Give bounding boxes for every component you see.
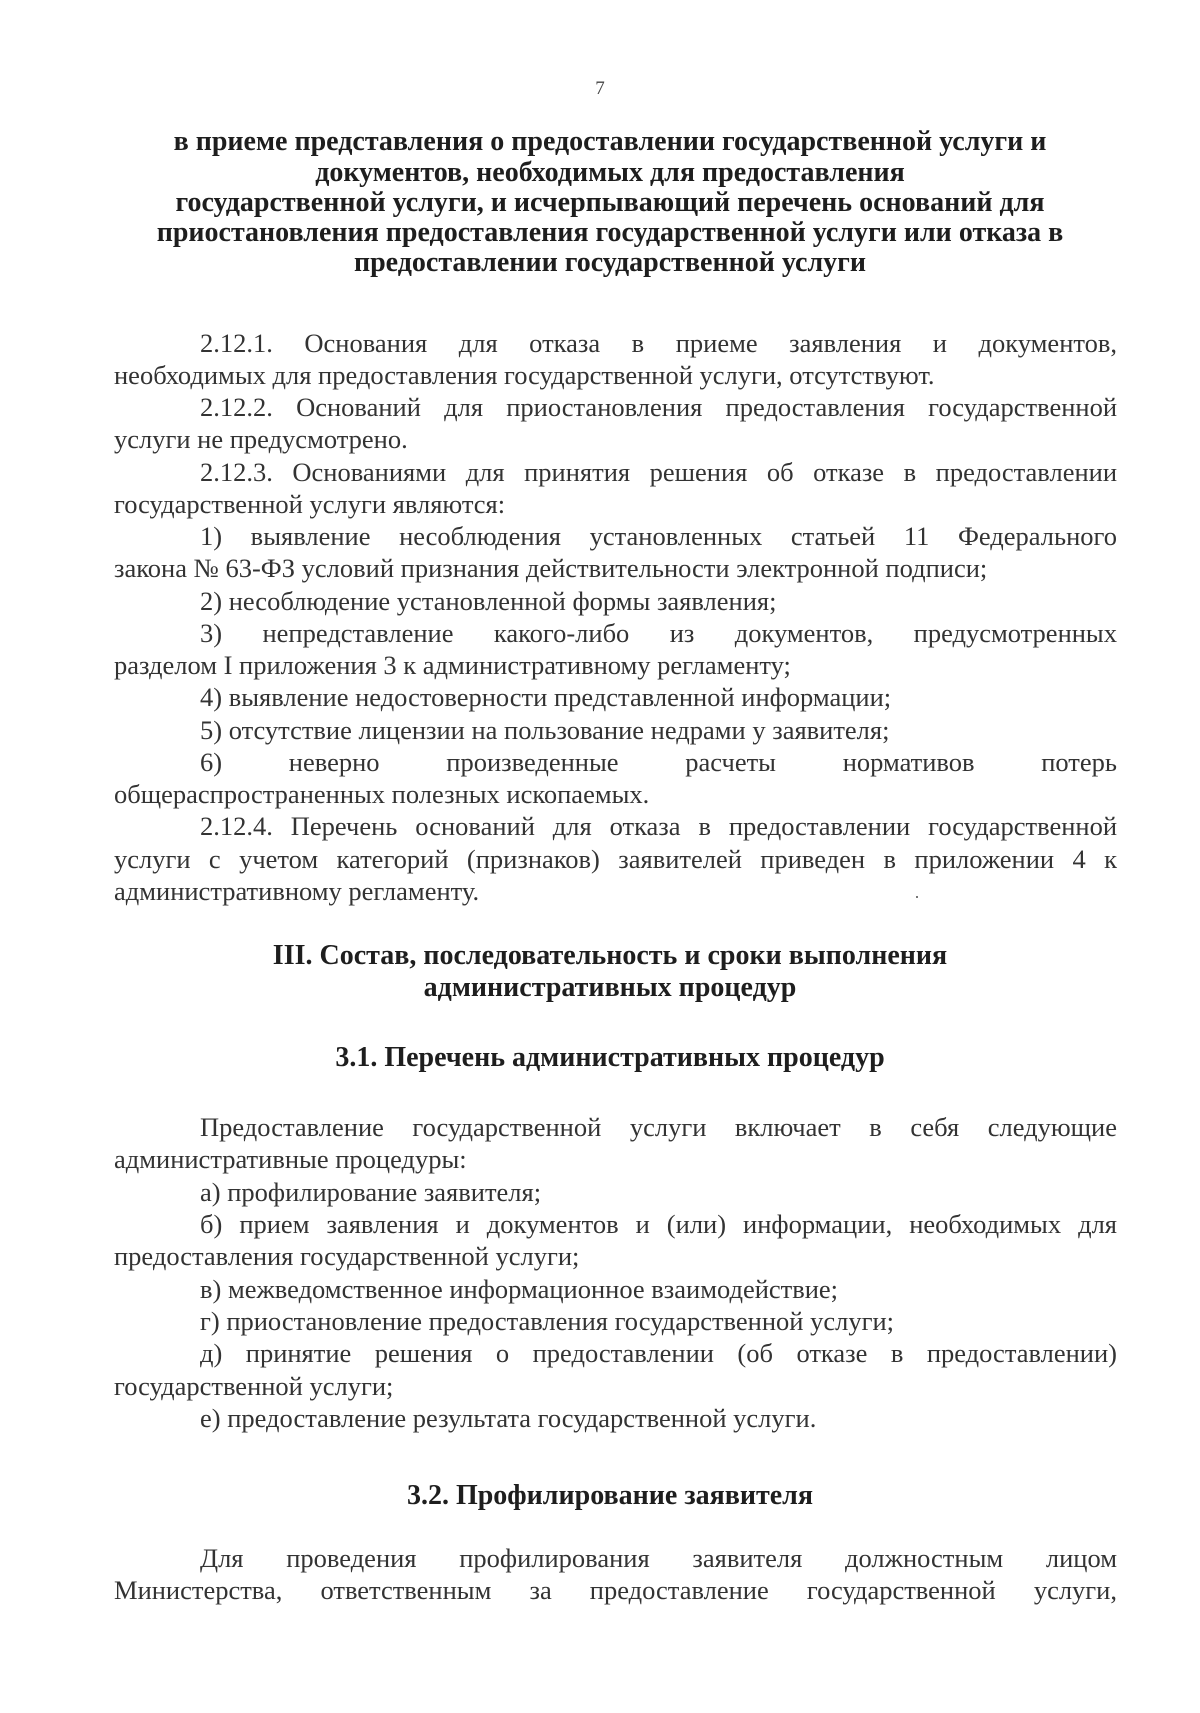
- paragraph-2-12-2-line-2: услуги не предусмотрено.: [114, 424, 408, 454]
- paragraph-3-2-line-2: Министерства, ответственным за предоставление государственной услуги,: [114, 1575, 1117, 1605]
- paragraph-2-12-4-line-2: услуги с учетом категорий (признаков) заявителей приведен в приложении 4 к: [114, 844, 1117, 874]
- list-item-3-line-2: разделом I приложения 3 к административному регламенту;: [114, 650, 791, 680]
- procedure-b-line-1: б) прием заявления и документов и (или) информации, необходимых для: [200, 1209, 1117, 1239]
- procedure-d-line-2: государственной услуги;: [114, 1371, 394, 1401]
- list-item-1-line-2: закона № 63-ФЗ условий признания действительности электронной подписи;: [114, 553, 988, 583]
- paragraph-2-12-4-line-3: административному регламенту.: [114, 876, 480, 906]
- paragraph-3-2-line-1: Для проведения профилирования заявителя должностным лицом: [200, 1543, 1117, 1573]
- section-3-1-heading: 3.1. Перечень административных процедур: [335, 1042, 885, 1073]
- paragraph-3-1-line-1: Предоставление государственной услуги включает в себя следующие: [200, 1112, 1117, 1142]
- procedure-d-line-1: д) принятие решения о предоставлении (об отказе в предоставлении): [200, 1338, 1117, 1368]
- procedure-a: а) профилирование заявителя;: [200, 1177, 542, 1207]
- procedure-g: г) приостановление предоставления государственной услуги;: [200, 1306, 894, 1336]
- list-item-1-line-1: 1) выявление несоблюдения установленных статьей 11 Федерального: [200, 521, 1117, 551]
- section-3-heading-line-1: III. Состав, последовательность и сроки выполнения: [272, 940, 948, 971]
- paragraph-2-12-2-line-1: 2.12.2. Оснований для приостановления предоставления государственной: [200, 392, 1117, 422]
- list-item-6-line-1: 6) неверно произведенные расчеты нормативов потерь: [200, 747, 1117, 777]
- title-line-5: предоставлении государственной услуги: [353, 247, 867, 278]
- page-number: 7: [595, 78, 605, 99]
- list-item-5: 5) отсутствие лицензии на пользование недрами у заявителя;: [200, 715, 890, 745]
- section-3-heading-line-2: административных процедур: [423, 972, 797, 1003]
- procedure-v: в) межведомственное информационное взаимодействие;: [200, 1274, 839, 1304]
- title-line-3: государственной услуги, и исчерпывающий перечень оснований для: [175, 187, 1045, 218]
- paragraph-2-12-4-line-1: 2.12.4. Перечень оснований для отказа в предоставлении государственной: [200, 811, 1117, 841]
- paragraph-2-12-3-line-2: государственной услуги являются:: [114, 489, 506, 519]
- list-item-2: 2) несоблюдение установленной формы заявления;: [200, 586, 777, 616]
- list-item-4: 4) выявление недостоверности представленной информации;: [200, 682, 892, 712]
- paragraph-2-12-1-line-2: необходимых для предоставления государственной услуги, отсутствуют.: [114, 360, 935, 390]
- scan-speck: [916, 896, 918, 898]
- section-3-2-heading: 3.2. Профилирование заявителя: [406, 1480, 814, 1511]
- title-line-2: документов, необходимых для предоставления: [315, 157, 905, 188]
- paragraph-3-1-line-2: административные процедуры:: [114, 1144, 467, 1174]
- title-line-1: в приеме представления о предоставлении государственной услуги и: [173, 126, 1047, 157]
- procedure-e: е) предоставление результата государственной услуги.: [200, 1403, 817, 1433]
- title-line-4: приостановления предоставления государственной услуги или отказа в: [156, 217, 1064, 248]
- list-item-3-line-1: 3) непредставление какого-либо из документов, предусмотренных: [200, 618, 1117, 648]
- paragraph-2-12-1-line-1: 2.12.1. Основания для отказа в приеме заявления и документов,: [200, 328, 1117, 358]
- procedure-b-line-2: предоставления государственной услуги;: [114, 1241, 580, 1271]
- paragraph-2-12-3-line-1: 2.12.3. Основаниями для принятия решения об отказе в предоставлении: [200, 457, 1117, 487]
- list-item-6-line-2: общераспространенных полезных ископаемых.: [114, 779, 650, 809]
